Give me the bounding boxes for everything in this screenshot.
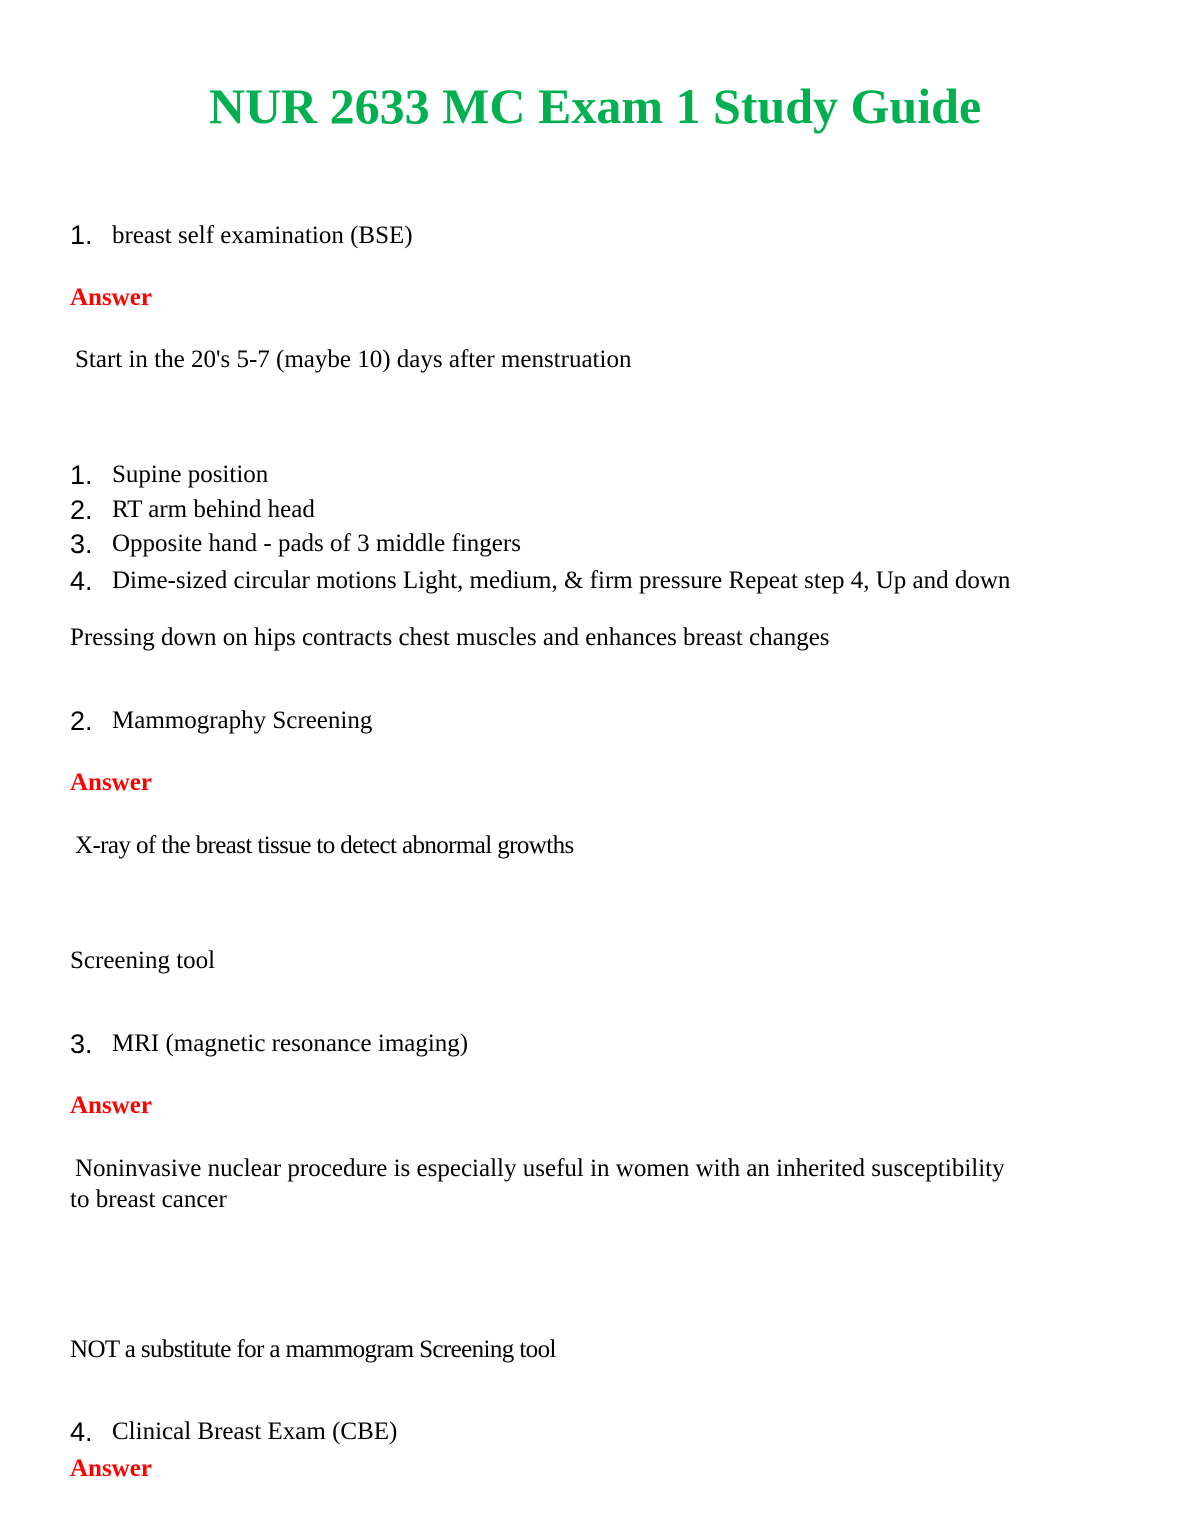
question-1-text: breast self examination (BSE) — [112, 222, 413, 249]
note-1-text: Pressing down on hips contracts chest muscles and enhances breast changes — [70, 624, 830, 651]
note-3-text: NOT a substitute for a mammogram Screening tool — [70, 1336, 556, 1363]
note-2-text: Screening tool — [70, 947, 216, 974]
step-3-number: 3. — [70, 529, 93, 559]
question-2-text: Mammography Screening — [112, 707, 373, 734]
answer-label-2: Answer — [70, 769, 152, 796]
question-2-number: 2. — [70, 706, 93, 736]
answer-1-text: Start in the 20's 5-7 (maybe 10) days after menstruation — [75, 346, 632, 373]
step-2-number: 2. — [70, 495, 93, 525]
answer-3-line-2: to breast cancer — [70, 1186, 227, 1213]
question-4-number: 4. — [70, 1417, 93, 1447]
answer-label-4: Answer — [70, 1455, 152, 1482]
question-3-text: MRI (magnetic resonance imaging) — [112, 1030, 469, 1057]
step-2-text: RT arm behind head — [112, 496, 315, 523]
question-3-number: 3. — [70, 1029, 93, 1059]
answer-label-1: Answer — [70, 284, 152, 311]
step-4-number: 4. — [70, 566, 93, 596]
step-4-text: Dime-sized circular motions Light, medium, & firm pressure Repeat step 4, Up and down — [112, 567, 1011, 594]
step-1-text: Supine position — [112, 461, 269, 488]
question-4-text: Clinical Breast Exam (CBE) — [112, 1418, 398, 1445]
step-3-text: Opposite hand - pads of 3 middle fingers — [112, 530, 521, 557]
answer-2-text: X-ray of the breast tissue to detect abnormal growths — [75, 832, 574, 859]
answer-label-3: Answer — [70, 1092, 152, 1119]
answer-3-line-1: Noninvasive nuclear procedure is especially useful in women with an inherited susceptibility — [75, 1155, 1005, 1182]
step-1-number: 1. — [70, 460, 93, 490]
question-1-number: 1. — [70, 220, 93, 250]
page-title: NUR 2633 MC Exam 1 Study Guide — [208, 78, 982, 134]
